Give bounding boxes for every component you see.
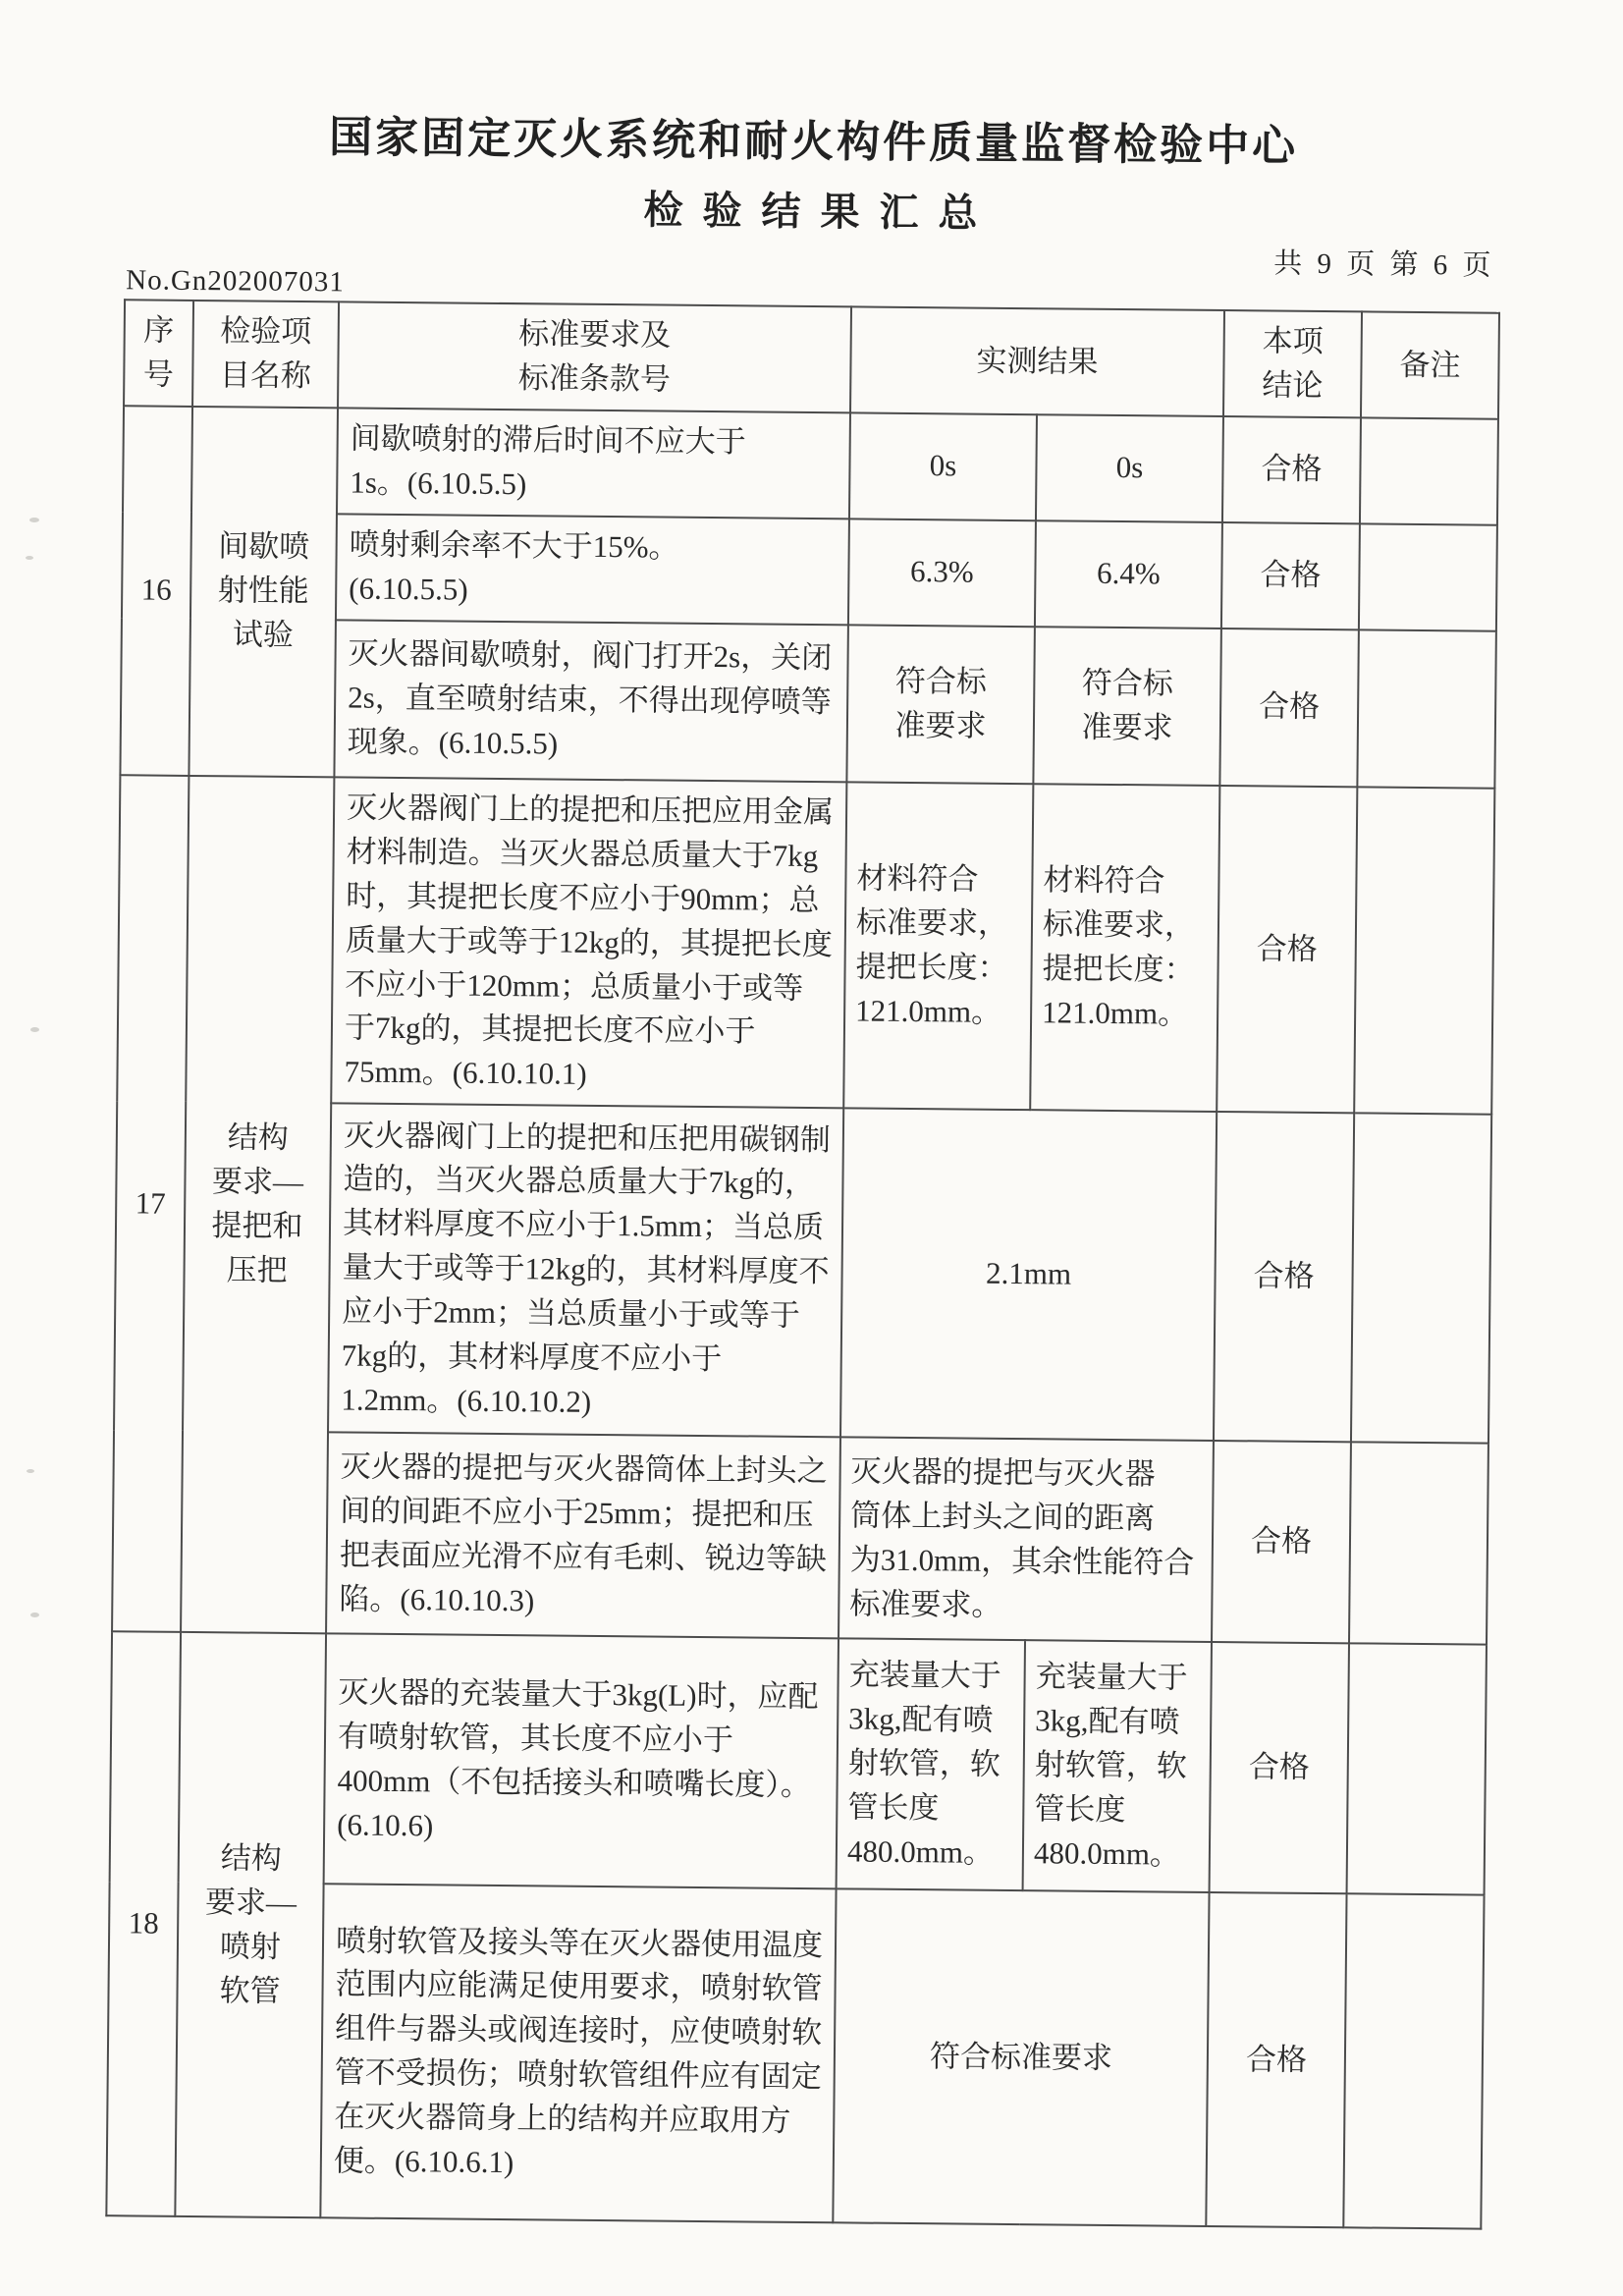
remark-cell — [1359, 523, 1497, 630]
scan-artifact — [30, 1027, 39, 1032]
remark-cell — [1360, 417, 1498, 524]
table-row — [123, 406, 1498, 524]
conclusion-cell: 合格 — [1221, 522, 1360, 629]
result-cell: 符合标 准要求 — [1033, 627, 1221, 786]
conclusion-cell: 合格 — [1219, 629, 1359, 787]
conclusion-cell: 合格 — [1217, 786, 1357, 1114]
table-header-row — [124, 300, 1499, 418]
remark-cell — [1347, 1644, 1487, 1895]
scan-artifact — [27, 1469, 34, 1473]
conclusion-cell: 合格 — [1212, 1441, 1351, 1643]
col-header-seq: 序 号 — [124, 300, 193, 407]
report-number: No.Gn202007031 — [126, 264, 346, 299]
requirement-cell: 灭火器间歇喷射，阀门打开2s，关闭2s，直至喷射结束，不得出现停喷等现象。(6.10.5.5) — [334, 620, 848, 782]
result-cell: 6.3% — [848, 519, 1036, 627]
conclusion-cell: 合格 — [1206, 1892, 1346, 2227]
result-cell: 6.4% — [1035, 520, 1222, 629]
col-header-conclusion: 本项 结论 — [1223, 310, 1362, 417]
seq-cell: 18 — [106, 1632, 181, 2217]
result-cell: 符合标 准要求 — [846, 625, 1035, 784]
conclusion-cell: 合格 — [1222, 416, 1361, 523]
remark-cell — [1357, 629, 1496, 788]
item-cell: 结构 要求— 喷射 软管 — [175, 1632, 326, 2217]
table-row — [117, 775, 1494, 1115]
seq-cell: 17 — [112, 775, 189, 1632]
result-cell: 充装量大于 3kg,配有喷 射软管，软 管长度 480.0mm。 — [1023, 1640, 1212, 1892]
requirement-cell: 灭火器阀门上的提把和压把用碳钢制造的，当灭火器总质量大于7kg的，其材料厚度不应小于1.5mm；当总质量大于或等于12kg的，其材料厚度不应小于2mm；当总质量小于或等于7kg的，其材料厚度不应小于1.2mm。(6.10.10.2) — [328, 1104, 843, 1438]
col-header-result: 实测结果 — [850, 306, 1224, 416]
document-content — [105, 99, 1502, 2230]
page-title: 国家固定灭火系统和耐火构件质量监督检验中心 — [328, 113, 1299, 171]
col-header-requirement: 标准要求及 标准条款号 — [338, 301, 851, 412]
col-header-remark: 备注 — [1361, 311, 1499, 418]
page-subtitle: 检 验 结 果 汇 总 — [643, 188, 983, 236]
remark-cell — [1354, 787, 1494, 1115]
conclusion-cell: 合格 — [1210, 1642, 1349, 1893]
result-cell: 2.1mm — [840, 1109, 1217, 1442]
scan-artifact — [26, 556, 33, 560]
requirement-cell: 灭火器的充装量大于3kg(L)时，应配有喷射软管，其长度不应小于400mm（不包括接头和喷嘴长度）。(6.10.6) — [324, 1634, 839, 1889]
result-cell: 充装量大于 3kg,配有喷 射软管，软 管长度 480.0mm。 — [837, 1639, 1025, 1891]
scan-artifact — [30, 1613, 39, 1617]
item-cell: 结构 要求— 提把和 压把 — [181, 776, 334, 1634]
result-cell: 符合标准要求 — [833, 1889, 1209, 2227]
page-counter: 共 9 页 第 6 页 — [1273, 247, 1495, 282]
remark-cell — [1349, 1443, 1488, 1645]
remark-cell — [1343, 1894, 1484, 2229]
remark-cell — [1351, 1114, 1491, 1444]
result-cell: 0s — [849, 412, 1037, 520]
requirement-cell: 灭火器阀门上的提把和压把应用金属材料制造。当灭火器总质量大于7kg时，其提把长度不应小于90mm；总质量大于或等于12kg的，其提把长度不应小于120mm；总质量小于或等于7kg的，其提把长度不应小于75mm。(6.10.10.1) — [331, 777, 846, 1109]
table-row — [110, 1632, 1487, 1895]
meta-row — [124, 234, 1501, 311]
conclusion-cell: 合格 — [1214, 1112, 1354, 1442]
result-cell: 0s — [1036, 414, 1223, 522]
result-cell: 灭火器的提把与灭火器 筒体上封头之间的距离 为31.0mm，其余性能符合 标准要求。 — [839, 1438, 1214, 1643]
results-table — [105, 299, 1500, 2230]
scan-artifact — [29, 518, 39, 522]
requirement-cell: 喷射软管及接头等在灭火器使用温度范围内应能满足使用要求，喷射软管组件与器头或阀连接时，应使喷射软管不受损伤；喷射软管组件应有固定在灭火器筒身上的结构并应取用方便。(6.10.6.1) — [320, 1885, 836, 2223]
result-cell: 材料符合 标准要求， 提把长度： 121.0mm。 — [1030, 784, 1219, 1112]
item-cell: 间歇喷 射性能 试验 — [189, 407, 338, 777]
result-cell: 材料符合 标准要求， 提把长度： 121.0mm。 — [843, 782, 1033, 1110]
requirement-cell: 灭火器的提把与灭火器筒体上封头之间的间距不应小于25mm；提把和压把表面应光滑不应有毛刺、锐边等缺陷。(6.10.10.3) — [326, 1433, 840, 1639]
col-header-item: 检验项 目名称 — [192, 301, 339, 408]
requirement-cell: 喷射剩余率不大于15%。 (6.10.5.5) — [336, 514, 849, 625]
requirement-cell: 间歇喷射的滞后时间不应大于 1s。(6.10.5.5) — [337, 408, 850, 519]
seq-cell: 16 — [120, 406, 192, 775]
